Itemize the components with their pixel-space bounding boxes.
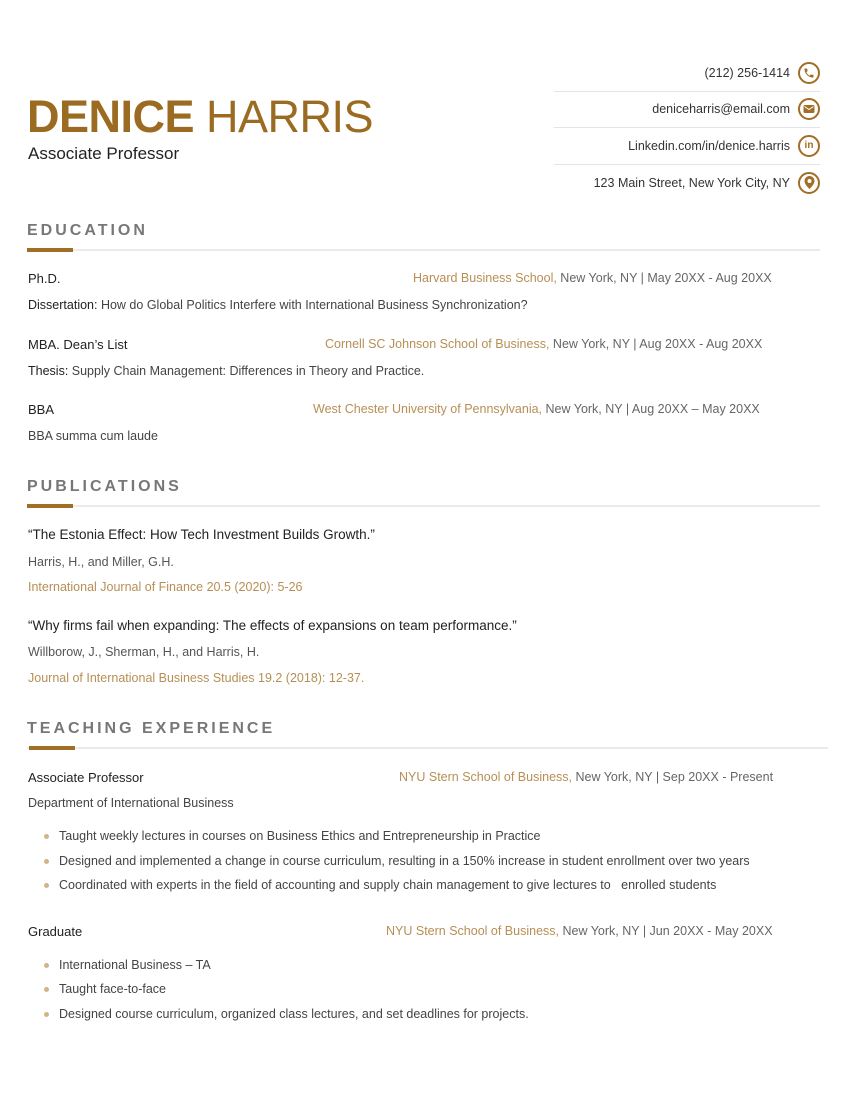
role: Associate Professor [28, 770, 144, 785]
school-details: New York, NY | Jun 20XX - May 20XX [559, 924, 773, 938]
location-pin-icon [798, 172, 820, 194]
bullet-item [44, 829, 541, 843]
school-name: West Chester University of Pennsylvania, [313, 402, 543, 416]
note-label: Dissertation: [28, 298, 98, 312]
school-name: Harvard Business School, [413, 271, 557, 285]
contact-linkedin [554, 128, 820, 165]
dissertation [28, 298, 528, 312]
bullet-item [44, 854, 750, 868]
bullet-dot [44, 963, 49, 968]
bullet-dot [44, 883, 49, 888]
degree: MBA. Dean’s List [28, 337, 128, 352]
bullet-item [44, 982, 166, 996]
publication-title: “The Estonia Effect: How Tech Investment Builds Growth.” [28, 527, 375, 542]
school-name: NYU Stern School of Business, [399, 770, 572, 784]
linkedin-text[interactable]: Linkedin.com/in/denice.harris [628, 138, 790, 153]
school-details: New York, NY | May 20XX - Aug 20XX [556, 271, 772, 285]
education-heading [27, 222, 820, 240]
section-accent-bar [29, 746, 75, 750]
school-details: New York, NY | Aug 20XX - Aug 20XX [549, 337, 763, 351]
section-divider [27, 249, 820, 251]
section-accent-bar [27, 504, 73, 508]
school-line [399, 770, 773, 784]
section-divider [27, 505, 820, 507]
school-details: New York, NY | Aug 20XX – May 20XX [542, 402, 760, 416]
honors [28, 429, 158, 443]
degree: Ph.D. [28, 271, 61, 286]
teaching-heading [27, 720, 828, 738]
note-label: Thesis: [28, 364, 69, 378]
publication-journal: International Journal of Finance 20.5 (2020): 5-26 [28, 580, 303, 594]
bullet-item [44, 878, 716, 892]
bullet-text: Designed and implemented a change in course curriculum, resulting in a 150% increase in student enrollment over two years [59, 854, 750, 868]
school-line [413, 271, 772, 285]
school-name: Cornell SC Johnson School of Business, [325, 337, 550, 351]
bullet-dot [44, 834, 49, 839]
contact-block [554, 55, 820, 201]
role: Graduate [28, 924, 83, 939]
publication-authors: Willborow, J., Sherman, H., and Harris, H. [28, 645, 260, 659]
bullet-text: Designed course curriculum, organized class lectures, and set deadlines for projects. [59, 1007, 529, 1021]
degree: BBA [28, 402, 55, 417]
bullet-item [44, 1007, 529, 1021]
section-accent-bar [27, 248, 73, 252]
phone-text: (212) 256-1414 [704, 65, 790, 80]
publication-authors: Harris, H., and Miller, G.H. [28, 555, 174, 569]
section-title: PUBLICATIONS [27, 478, 182, 495]
bullet-text: Taught face-to-face [59, 982, 167, 996]
address-text: 123 Main Street, New York City, NY [593, 175, 790, 190]
bullet-dot [44, 859, 49, 864]
section-title: EDUCATION [27, 222, 148, 239]
bullet-text: Taught weekly lectures in courses on Business Ethics and Entrepreneurship in Practice [59, 829, 541, 843]
linkedin-glyph: in [804, 139, 814, 151]
email-icon [798, 98, 820, 120]
bullet-dot [44, 987, 49, 992]
phone-icon [798, 62, 820, 84]
first-name: DENICE [27, 91, 195, 142]
school-line [386, 924, 773, 938]
department: Department of International Business [28, 796, 234, 810]
publications-heading [27, 478, 820, 496]
thesis [28, 364, 424, 378]
bullet-text: International Business – TA [59, 958, 211, 972]
contact-email [554, 92, 820, 129]
school-details: New York, NY | Sep 20XX - Present [572, 770, 774, 784]
school-name: NYU Stern School of Business, [386, 924, 559, 938]
note-text: Supply Chain Management: Differences in Theory and Practice. [68, 364, 425, 378]
publication-title: “Why firms fail when expanding: The effects of expansions on team performance.” [28, 618, 517, 633]
candidate-name [27, 92, 373, 142]
email-text[interactable]: deniceharris@email.com [652, 102, 790, 117]
school-line [325, 337, 762, 351]
bullet-item [44, 958, 211, 972]
last-name: HARRIS [206, 91, 374, 142]
bullet-text: Coordinated with experts in the field of accounting and supply chain management to give lectures to enrolled students [59, 878, 717, 892]
bullet-dot [44, 1012, 49, 1017]
school-line [313, 402, 760, 416]
contact-address [554, 165, 820, 202]
note-text: BBA summa cum laude [28, 429, 158, 443]
linkedin-icon [798, 135, 820, 157]
section-title: TEACHING EXPERIENCE [27, 720, 276, 737]
contact-phone [554, 55, 820, 92]
section-divider [27, 747, 828, 749]
note-text: How do Global Politics Interfere with International Business Synchronization? [97, 298, 528, 312]
publication-journal: Journal of International Business Studies 19.2 (2018): 12-37. [28, 671, 365, 685]
job-title: Associate Professor [28, 144, 180, 163]
